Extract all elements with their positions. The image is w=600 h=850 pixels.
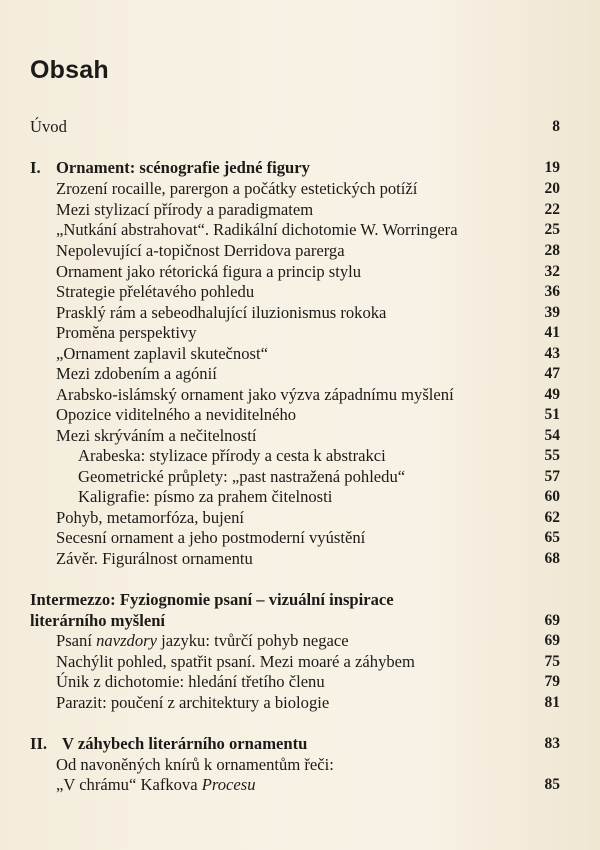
toc-entry-page: 75 [544,653,560,670]
toc-entry-label: Kaligrafie: písmo za prahem čitelnosti [78,487,333,506]
chapter-title: Ornament: scénografie jedné figury [56,158,310,177]
toc-entry-page: 8 [552,118,560,135]
toc-entry-label: Závěr. Figurálnost ornamentu [56,549,253,568]
toc-entry[interactable] [0,384,600,405]
toc-entry-label: Opozice viditelného a neviditelného [56,405,297,424]
toc-entry-page: 68 [544,550,560,567]
toc-entry-label: Mezi zdobením a agónií [56,364,217,383]
toc-entry-label: „Ornament zaplavil skutečnost“ [56,344,268,363]
toc-entry-label: Zrození rocaille, parergon a počátky estetických potíží [56,179,418,198]
toc-entry-label: Ornament jako rétorická figura a princip stylu [56,262,362,281]
toc-entry-line2[interactable] [0,774,600,795]
toc-chapter-2[interactable] [0,733,600,754]
toc-entry-page: 49 [544,386,560,403]
intermezzo-title: Intermezzo: Fyziognomie psaní – vizuální inspirace [30,590,394,609]
toc-entry[interactable] [0,548,600,569]
page-title: Obsah [30,56,109,84]
toc-entry-label: Geometrické průplety: „past nastražená pohledu“ [78,467,406,486]
toc-entry-page: 39 [544,304,560,321]
toc-entry-page: 41 [544,324,560,341]
toc-entry-label: Únik z dichotomie: hledání třetího členu [56,672,325,691]
toc-entry-page: 83 [544,735,560,752]
toc-chapter-1[interactable] [0,157,600,178]
toc-entry-page: 85 [544,776,560,793]
toc-entry-label: Secesní ornament a jeho postmoderní vyústění [56,528,366,547]
toc-entry-page: 19 [544,159,560,176]
toc-entry-page: 60 [544,488,560,505]
toc-entry-page: 32 [544,263,560,280]
toc-entry[interactable] [0,178,600,199]
toc-entry-label: Arabeska: stylizace přírody a cesta k abstrakci [78,446,386,465]
toc-entry[interactable] [0,240,600,261]
toc-entry[interactable] [0,507,600,528]
toc-entry-label: Parazit: poučení z architektury a biologie [56,693,330,712]
toc-intermezzo-title-line2[interactable] [0,610,600,631]
toc-entry[interactable] [0,343,600,364]
toc-entry-page: 25 [544,221,560,238]
toc-entry[interactable] [0,261,600,282]
chapter-number: II. [30,734,48,753]
toc-entry[interactable] [0,363,600,384]
toc-entry[interactable] [0,199,600,220]
toc-entry-page: 69 [544,632,560,649]
toc-entry-page: 22 [544,201,560,218]
toc-entry-page: 36 [544,283,560,300]
toc-entry-label: Arabsko-islámský ornament jako výzva západnímu myšlení [56,385,454,404]
toc-entry-page: 47 [544,365,560,382]
toc-subentry[interactable] [0,486,600,507]
toc-entry-label: Úvod [30,117,67,136]
toc-entry-page: 20 [544,180,560,197]
toc-entry[interactable] [0,425,600,446]
toc-entry[interactable] [0,281,600,302]
toc-entry[interactable] [0,527,600,548]
toc-entry-label-end: jazyku: tvůrčí pohyb negace [156,631,349,650]
toc-entry-label: Nepolevující a-topičnost Derridova parerga [56,241,345,260]
toc-entry[interactable] [0,651,600,672]
toc-entry-label: Mezi skrýváním a nečitelností [56,426,257,445]
toc-subentry[interactable] [0,445,600,466]
toc-entry-label-start: „V chrámu“ Kafkova [56,775,202,794]
toc-entry-label: Proměna perspektivy [56,323,197,342]
chapter-title: V záhybech literárního ornamentu [62,734,308,753]
toc-entry-page: 55 [544,447,560,464]
toc-entry-page: 43 [544,345,560,362]
toc-entry-page: 54 [544,427,560,444]
toc-entry-label: Prasklý rám a sebeodhalující iluzionismus rokoka [56,303,387,322]
toc-entry[interactable] [0,404,600,425]
chapter-number: I. [30,158,41,177]
toc-entry[interactable] [0,219,600,240]
toc-entry-label: Strategie přelétavého pohledu [56,282,255,301]
toc-entry-page: 62 [544,509,560,526]
toc-entry-label: Od navoněných knírů k ornamentům řeči: [56,755,334,774]
toc-entry[interactable] [0,671,600,692]
toc-entry[interactable] [0,692,600,713]
toc-entry-label-emphasis: Procesu [201,775,256,794]
toc-entry-label-emphasis: navzdory [96,631,157,650]
toc-entry-page: 65 [544,529,560,546]
toc-entry-page: 28 [544,242,560,259]
toc-intermezzo-title-line1[interactable] [0,589,600,610]
intermezzo-title-continued: literárního myšlení [30,611,166,630]
toc-entry-line1[interactable] [0,754,600,775]
toc-subentry[interactable] [0,466,600,487]
toc-entry-page: 81 [544,694,560,711]
toc-entry-label: Mezi stylizací přírody a paradigmatem [56,200,314,219]
toc-entry-label: „Nutkání abstrahovat“. Radikální dichotomie W. Worringera [56,220,458,239]
toc-entry-label-start: Psaní [56,631,97,650]
toc-entry-page: 51 [544,406,560,423]
toc-entry-page: 79 [544,673,560,690]
toc-entry-label: Nachýlit pohled, spatřit psaní. Mezi moaré a záhybem [56,652,415,671]
toc-entry-page: 57 [544,468,560,485]
toc-entry[interactable] [0,302,600,323]
toc-entry[interactable] [0,322,600,343]
toc-entry-label: Pohyb, metamorfóza, bujení [56,508,245,527]
toc-entry-page: 69 [544,612,560,629]
toc-entry[interactable] [0,630,600,651]
toc-entry-intro[interactable] [0,116,600,137]
